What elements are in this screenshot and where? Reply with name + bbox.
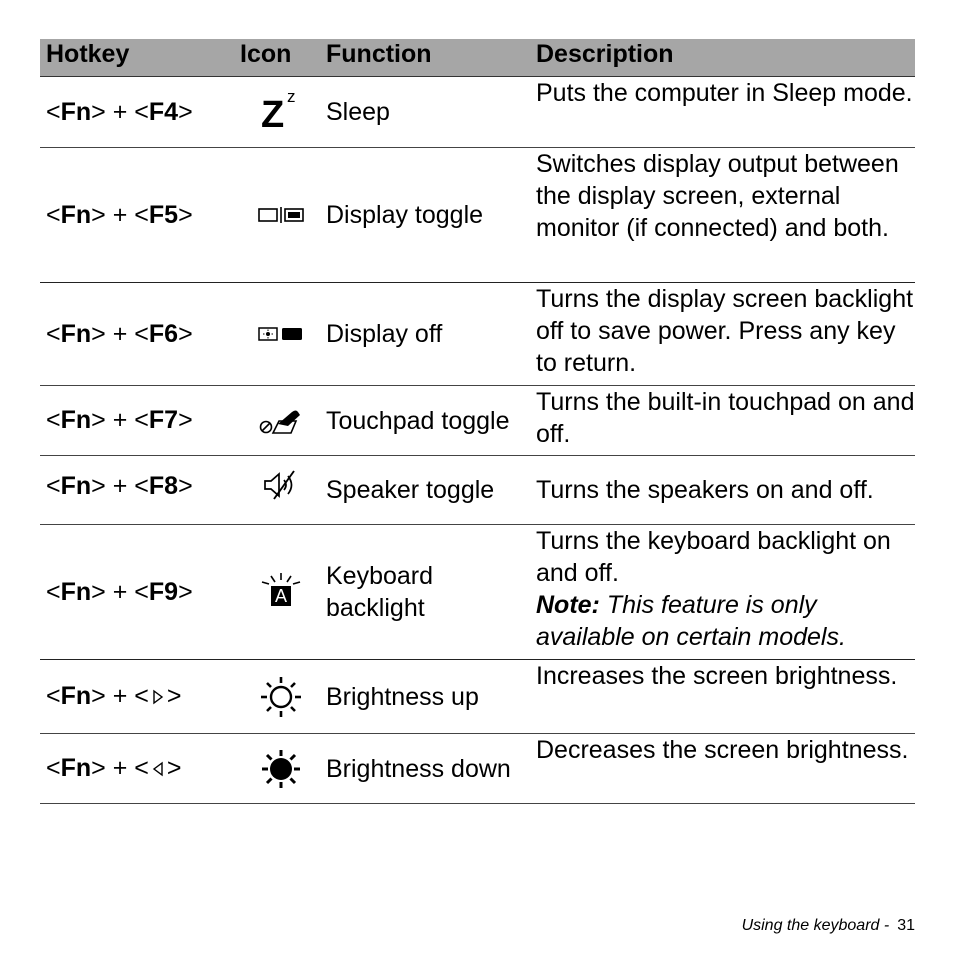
table-row <box>40 283 915 386</box>
hotkey-cell: < Fn > + < > <box>46 754 182 782</box>
function-cell: Brightness down <box>326 754 511 783</box>
function-cell: Speaker toggle <box>326 476 495 504</box>
description-cell: Turns the keyboard backlight on and off. Note: This feature is only available on certain models. <box>536 527 891 651</box>
hotkey-cell: < Fn > + < F4 > <box>46 97 193 126</box>
left-arrow-key-icon <box>152 761 164 777</box>
description-cell: Puts the computer in Sleep mode. <box>536 79 913 107</box>
header-description: Description <box>536 40 674 68</box>
header-hotkey: Hotkey <box>46 40 130 68</box>
display-off-icon <box>236 283 326 385</box>
note-label: Note: <box>536 591 600 619</box>
description-cell: Increases the screen brightness. <box>536 662 898 690</box>
note-text: This feature is only available on certain models. <box>536 591 846 651</box>
display-toggle-icon <box>236 148 326 282</box>
table-row <box>40 77 915 148</box>
table-row <box>40 148 915 283</box>
hotkey-table <box>40 39 915 804</box>
function-cell: Display off <box>326 320 443 348</box>
hotkey-cell: < Fn > + < F9 > <box>46 577 193 606</box>
description-cell: Decreases the screen brightness. <box>536 736 909 764</box>
description-cell: Turns the speakers on and off. <box>536 476 874 504</box>
table-row <box>40 525 915 660</box>
function-cell: Brightness up <box>326 682 479 711</box>
function-cell: Sleep <box>326 98 390 126</box>
table-row <box>40 386 915 456</box>
sleep-icon: Z z <box>261 87 296 136</box>
table-row <box>40 734 915 804</box>
header-icon: Icon <box>240 40 292 68</box>
description-cell: Turns the display screen backlight off to save power. Press any key to return. <box>536 285 914 377</box>
hotkey-cell: < Fn > + < F7 > <box>46 406 193 434</box>
header-function: Function <box>326 40 432 68</box>
hotkey-cell: < Fn > + < > <box>46 682 182 710</box>
page-number: 31 <box>897 917 915 934</box>
brightness-down-icon <box>236 734 326 803</box>
hotkey-cell: < Fn > + < F6 > <box>46 319 193 348</box>
function-cell: Keyboard backlight <box>326 562 434 622</box>
function-cell: Display toggle <box>326 201 484 229</box>
brightness-up-icon <box>236 660 326 733</box>
description-cell: Switches display output between the display screen, external monitor (if connected) and both. <box>536 150 899 242</box>
table-row <box>40 456 915 525</box>
touchpad-toggle-icon <box>236 386 326 455</box>
function-cell: Touchpad toggle <box>326 406 510 435</box>
speaker-toggle-icon <box>236 456 326 524</box>
table-row <box>40 660 915 734</box>
keyboard-backlight-icon: A <box>236 525 326 659</box>
table-header <box>40 39 915 77</box>
footer-text: Using the keyboard - <box>741 917 890 934</box>
page-footer <box>742 917 915 935</box>
hotkey-cell: < Fn > + < F8 > <box>46 472 193 500</box>
hotkey-cell: < Fn > + < F5 > <box>46 200 193 229</box>
description-cell: Turns the built-in touchpad on and off. <box>536 388 915 448</box>
right-arrow-key-icon <box>152 689 164 705</box>
